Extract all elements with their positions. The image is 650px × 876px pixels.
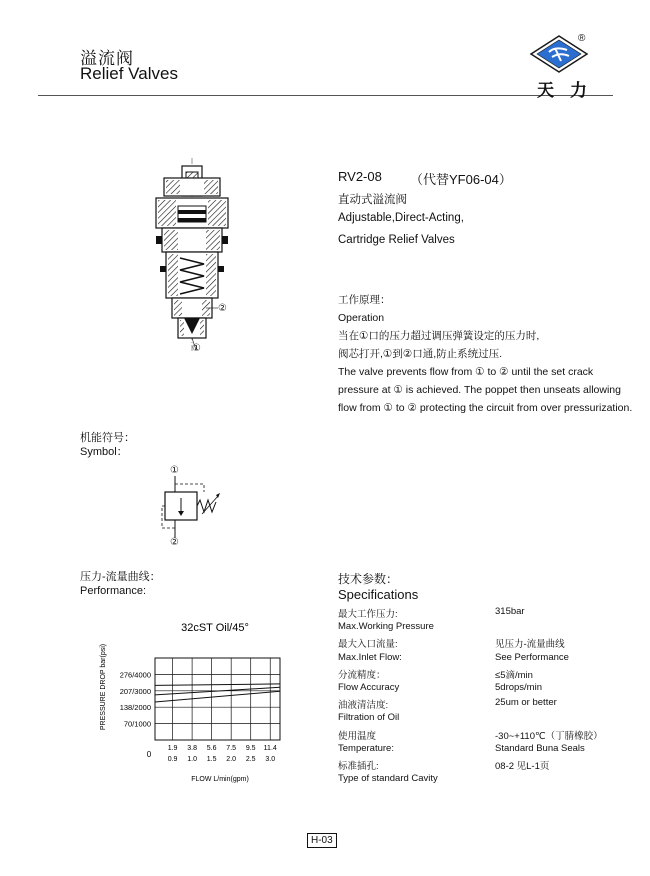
chart-x-tick-lpm: 5.6 <box>206 745 217 752</box>
chart-x-tick-lpm: 3.8 <box>187 745 197 752</box>
model-number: RV2-08 <box>338 169 382 184</box>
spec-label: Max.Working Pressure <box>338 621 434 633</box>
model-replaces: （代替YF06-04） <box>410 172 512 187</box>
performance-label-cn: 压力-流量曲线： <box>80 571 161 583</box>
operation-label-en: Operation <box>338 312 385 324</box>
chart-y-tick: 138/2000 <box>119 703 151 713</box>
chart-origin: 0 <box>146 750 152 759</box>
symbol-port-2: ② <box>170 537 179 548</box>
spec-label: Flow Accuracy <box>338 682 400 693</box>
operation-desc-en-3: flow from ① to ② protecting the circuit from over pressurization. <box>338 402 633 414</box>
spec-value: Standard Buna Seals <box>495 742 585 754</box>
operation-desc-cn-2: 阀芯打开,①到②口通,防止系统过压. <box>338 348 503 360</box>
spec-value: 08-2 见L-1页 <box>495 761 550 772</box>
operation-desc-en-2: pressure at ① is achieved. The poppet then unseats allowing <box>338 384 621 396</box>
product-name-en-1: Adjustable,Direct-Acting, <box>338 212 464 224</box>
brand-name: 天力 <box>537 81 603 101</box>
chart-x-tick-gpm: 3.0 <box>265 756 276 763</box>
spec-value: 5drops/min <box>495 682 542 693</box>
spec-value: 见压力-流量曲线 <box>495 639 565 651</box>
spec-label: 最大工作压力: <box>338 609 398 620</box>
page-title-cn: 溢流阀 <box>80 49 134 68</box>
specs-label-en: Specifications <box>338 587 419 602</box>
diagram-port-1-label: ① <box>192 343 201 354</box>
symbol-port-1: ① <box>170 465 179 476</box>
spec-label: Temperature: <box>338 742 394 754</box>
page-number: H-03 <box>307 833 337 848</box>
spec-label: 标准插孔: <box>338 761 379 772</box>
operation-label-cn: 工作原理： <box>338 294 391 306</box>
chart-series-line <box>155 684 280 685</box>
chart-title: 32cST Oil/45° <box>181 622 249 634</box>
spec-value: 25um or better <box>495 697 557 709</box>
spec-label: 使用温度 <box>338 730 377 742</box>
diagram-port-2-label: ② <box>218 303 227 314</box>
registered-mark: ® <box>578 33 586 44</box>
chart-series-line <box>155 691 280 702</box>
chart-y-tick: 276/4000 <box>119 670 151 680</box>
chart-y-tick: 207/3000 <box>119 686 151 696</box>
spec-value: -30~+110℃（丁腈橡胶） <box>495 730 603 742</box>
operation-desc-en-1: The valve prevents flow from ① to ② until the set crack <box>338 366 594 378</box>
chart-x-tick-lpm: 9.5 <box>245 745 256 752</box>
spec-value: ≤5滴/min <box>495 669 533 681</box>
product-name-en-2: Cartridge Relief Valves <box>338 234 455 246</box>
product-name-cn: 直动式溢流阀 <box>338 194 407 206</box>
performance-label-en: Performance: <box>80 585 147 597</box>
chart-x-label: FLOW L/min(gpm) <box>191 776 249 783</box>
performance-chart <box>95 615 310 790</box>
spec-value: See Performance <box>495 651 569 663</box>
chart-x-tick-gpm: 1.5 <box>206 756 217 763</box>
symbol-label-en: Symbol： <box>80 446 128 458</box>
symbol-label-cn: 机能符号： <box>80 432 135 444</box>
spec-label: Type of standard Cavity <box>338 773 438 785</box>
chart-x-tick-gpm: 1.0 <box>187 756 197 763</box>
chart-y-label: PRESSURE DROP bar(psi) <box>100 643 107 731</box>
spec-label: 油液清洁度: <box>338 700 389 712</box>
chart-x-tick-lpm: 7.5 <box>226 745 237 752</box>
specs-label-cn: 技术参数： <box>338 572 399 586</box>
valve-cross-section <box>150 158 260 358</box>
chart-x-tick-lpm: 1.9 <box>167 745 178 752</box>
spec-label: 最大入口流量: <box>338 639 398 651</box>
spec-label: Max.Inlet Flow: <box>338 651 402 663</box>
spec-value: 315bar <box>495 606 525 617</box>
spec-label: 分流精度： <box>338 669 386 681</box>
page-title-en: Relief Valves <box>80 64 178 83</box>
spec-label: Filtration of Oil <box>338 712 400 724</box>
chart-x-tick-gpm: 2.0 <box>226 756 237 763</box>
chart-y-tick: 70/1000 <box>123 719 151 729</box>
chart-x-tick-gpm: 2.5 <box>245 756 256 763</box>
chart-x-tick-lpm: 11.4 <box>263 745 277 752</box>
chart-x-tick-gpm: 0.9 <box>167 756 178 763</box>
chart-plot-area <box>155 658 280 740</box>
operation-desc-cn-1: 当在①口的压力超过调压弹簧设定的压力时, <box>338 330 540 342</box>
